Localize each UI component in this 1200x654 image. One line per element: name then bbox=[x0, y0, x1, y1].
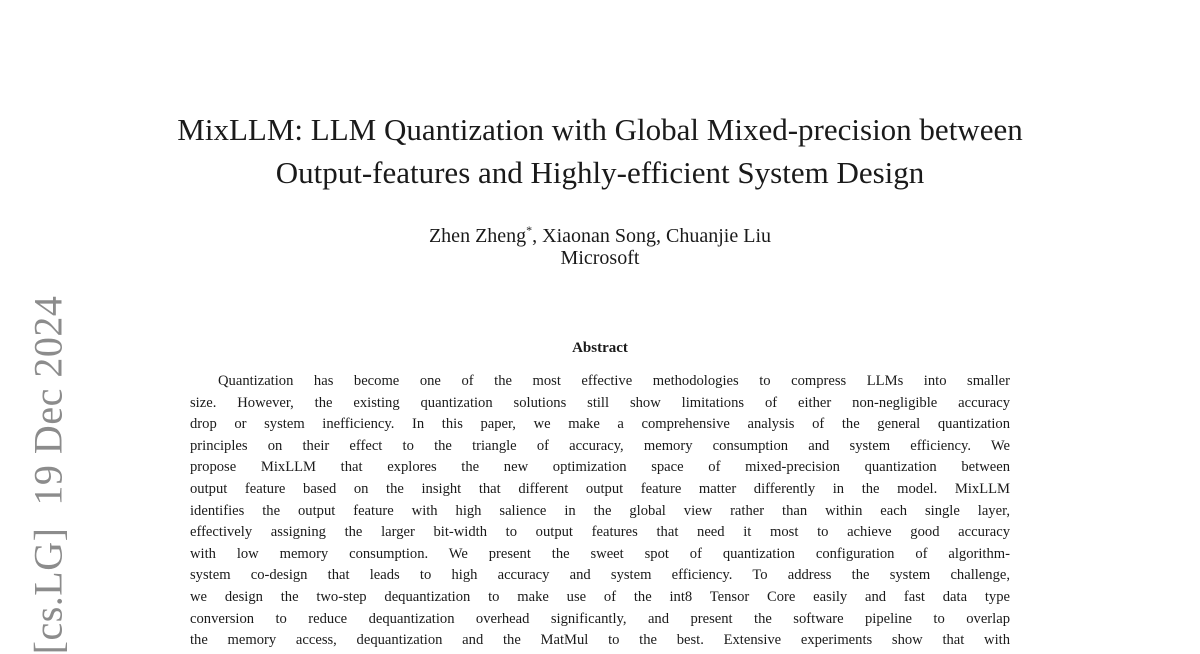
title-line-1: MixLLM: LLM Quantization with Global Mixed-precision between bbox=[177, 112, 1023, 147]
corresponding-author-mark: * bbox=[526, 223, 533, 237]
author-first: Zhen Zheng bbox=[428, 225, 527, 247]
abstract-line: with low memory consumption. We present the sweet spot of quantization configuration of algorithm- bbox=[190, 545, 1010, 562]
abstract-heading: Abstract bbox=[572, 340, 628, 356]
abstract-line: the memory access, dequantization and the MatMul to the best. Extensive experiments show that with bbox=[190, 632, 1010, 649]
arxiv-date: 19 Dec 2024 bbox=[25, 295, 71, 506]
abstract-line: drop or system inefficiency. In this paper, we make a comprehensive analysis of the general quantization bbox=[190, 416, 1010, 433]
abstract-line: Quantization has become one of the most effective methodologies to compress LLMs into smaller bbox=[218, 373, 1010, 389]
abstract-line: identifies the output feature with high salience in the global view rather than within each single layer, bbox=[190, 502, 1010, 519]
arxiv-side-stamp bbox=[25, 296, 72, 654]
arxiv-category: [cs.LG] bbox=[25, 527, 71, 654]
abstract-body bbox=[190, 371, 1010, 652]
title-line-2: Output-features and Highly-efficient System Design bbox=[275, 155, 925, 190]
abstract-line: effectively assigning the larger bit-width to output features that need it most to achieve good accuracy bbox=[190, 524, 1010, 541]
author-rest: , Xiaonan Song, Chuanjie Liu bbox=[532, 225, 772, 247]
abstract-line: size. However, the existing quantization solutions still show limitations of either non-negligible accuracy bbox=[190, 394, 1010, 411]
affiliation: Microsoft bbox=[560, 247, 640, 269]
abstract-line: conversion to reduce dequantization overhead significantly, and present the software pipeline to overlap bbox=[190, 610, 1010, 627]
abstract-line: output feature based on the insight that different output feature matter differently in the model. MixLLM bbox=[190, 480, 1010, 497]
paper-title bbox=[100, 108, 1100, 194]
abstract-line: propose MixLLM that explores the new optimization space of mixed-precision quantization between bbox=[190, 459, 1010, 476]
abstract-line: system co-design that leads to high accuracy and system efficiency. To address the system challenge, bbox=[190, 567, 1010, 584]
abstract-line: we design the two-step dequantization to make use of the int8 Tensor Core easily and fast data type bbox=[190, 588, 1010, 605]
abstract-line: principles on their effect to the triangle of accuracy, memory consumption and system efficiency. We bbox=[190, 437, 1010, 454]
